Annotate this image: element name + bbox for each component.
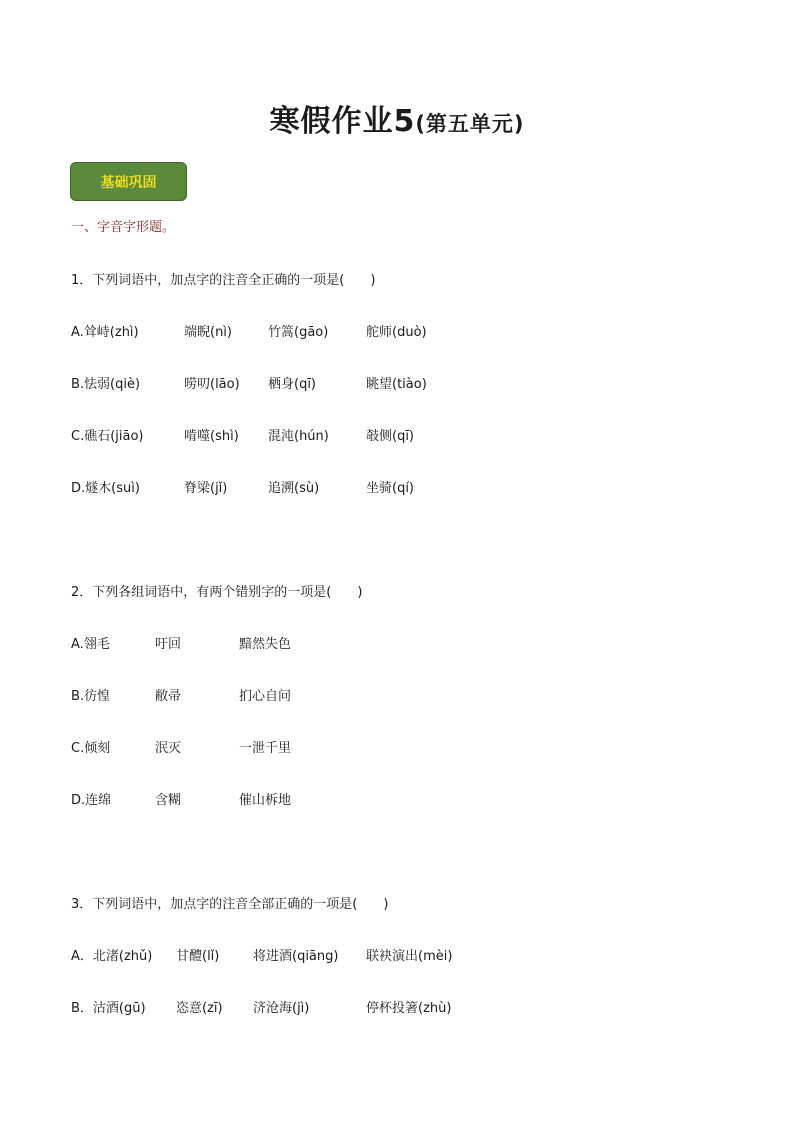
option-term: 停杯投箸(zhù)	[366, 1001, 452, 1016]
option-term: C.礁石(jiāo)	[71, 429, 144, 444]
title-unit: (第五单元)	[415, 112, 525, 136]
option-term: 竹篙(gāo)	[268, 325, 329, 340]
option-term: B.怯弱(qiè)	[71, 377, 141, 392]
option-term: 恣意(zī)	[176, 1001, 223, 1016]
option-term: 啃噬(shì)	[184, 429, 239, 444]
question-2-option-c	[71, 737, 771, 757]
option-term: 扪心自问	[239, 689, 292, 704]
question-3-stem: 3．下列词语中，加点字的注音全部正确的一项是( )	[71, 897, 389, 912]
option-term: C.倾刻	[71, 741, 111, 756]
question-3-option-a	[71, 945, 771, 965]
option-term: 栖身(qī)	[268, 377, 317, 392]
option-term: 一泄千里	[239, 741, 292, 756]
page-title	[0, 96, 794, 140]
question-1-option-b	[71, 373, 771, 393]
title-main: 寒假作业5	[269, 104, 416, 139]
option-term: 追溯(sù)	[268, 481, 320, 496]
option-term: 敝帚	[155, 689, 182, 704]
option-term: 唠叨(lāo)	[184, 377, 240, 392]
option-term: 含糊	[155, 793, 182, 808]
question-2-option-a	[71, 633, 771, 653]
option-term: 催山柝地	[239, 793, 292, 808]
question-1-stem: 1．下列词语中，加点字的注音全正确的一项是( )	[71, 273, 376, 288]
option-term: 济沧海(jì)	[253, 1001, 310, 1016]
question-2-option-d	[71, 789, 771, 809]
option-term: 吁回	[155, 637, 182, 652]
section-badge: 基础巩固	[70, 162, 187, 201]
option-term: 坐骑(qí)	[366, 481, 415, 496]
question-2-stem: 2．下列各组词语中，有两个错别字的一项是( )	[71, 585, 363, 600]
option-term: 黯然失色	[239, 637, 292, 652]
option-term: B．沽酒(gū)	[71, 1001, 146, 1016]
option-term: 甘醴(lǐ)	[176, 949, 220, 964]
option-term: D.连绵	[71, 793, 112, 808]
option-term: D.燧木(suì)	[71, 481, 140, 496]
option-term: 联袂演出(mèi)	[366, 949, 453, 964]
option-term: 泯灭	[155, 741, 182, 756]
option-term: A．北渚(zhǔ)	[71, 949, 153, 964]
option-term: A.翎毛	[71, 637, 110, 652]
option-term: 舵师(duò)	[366, 325, 427, 340]
question-2-option-b	[71, 685, 771, 705]
option-term: 混沌(hún)	[268, 429, 329, 444]
option-term: 将进酒(qiāng)	[253, 949, 339, 964]
question-1-option-a	[71, 321, 771, 341]
question-1-option-c	[71, 425, 771, 445]
question-3-option-b	[71, 997, 771, 1017]
section-heading: 一、字音字形题。	[71, 220, 176, 235]
option-term: 眺望(tiào)	[366, 377, 427, 392]
option-term: 端睨(nì)	[184, 325, 232, 340]
question-1-option-d	[71, 477, 771, 497]
option-term: B.彷惶	[71, 689, 111, 704]
option-term: 脊梁(jǐ)	[184, 481, 228, 496]
option-term: A.耸峙(zhì)	[71, 325, 139, 340]
option-term: 攲侧(qī)	[366, 429, 415, 444]
